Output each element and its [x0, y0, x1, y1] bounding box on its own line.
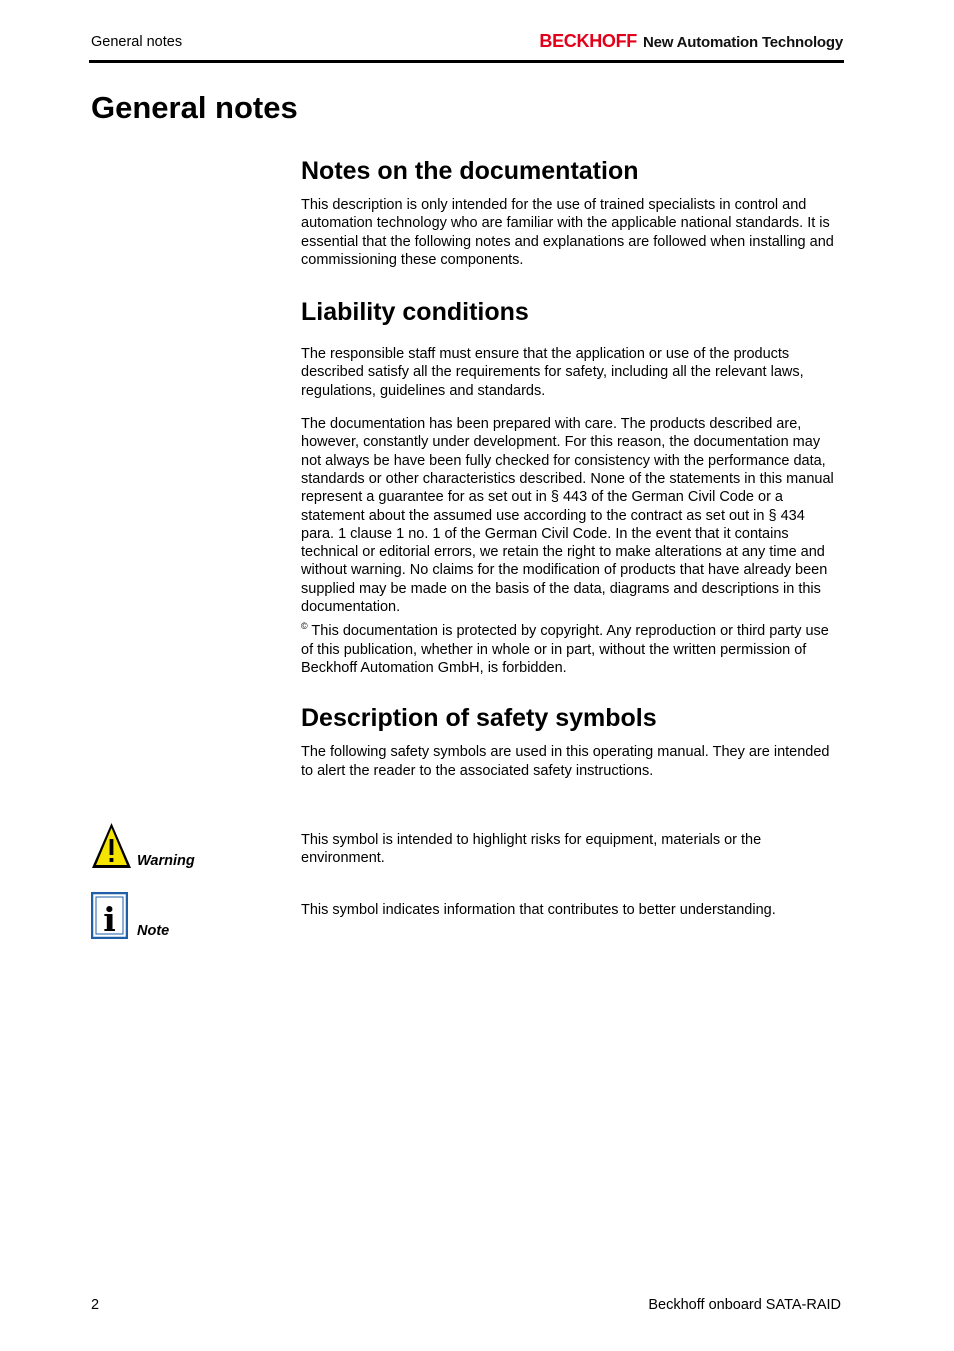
page-number: 2: [91, 1297, 100, 1313]
symbol-label-note: Note: [137, 923, 170, 939]
svg-text:i: i: [103, 900, 116, 939]
paragraph: This description is only intended for the use of trained specialists in control and automation technology who are familiar with the applicable national standards. It is essential that the following notes and explanations are followed when installing and commissioning these components.: [301, 197, 834, 268]
copyright-paragraph: [301, 622, 841, 677]
brand-logo-wordmark: BECKHOFF: [539, 31, 637, 51]
info-icon: [91, 892, 128, 944]
symbol-label-warning: Warning: [137, 853, 195, 869]
section-title-liability: Liability conditions: [301, 298, 529, 327]
paragraph: The documentation has been prepared with care. The products described are, however, constantly under development. For this reason, the documentation may not always be have been fully checked for consistency with the performance data, standards or other characteristics described. None of the statements in this manual represent a guarantee for as set out in § 443 of the German Civil Code or a statement about the assumed use according to the contract as set out in § 434 para. 1 clause 1 no. 1 of the German Civil Code. In the event that it contains technical or editorial errors, we retain the right to make alterations at any time and without warning. No claims for the modification of products that have already been supplied may be made on the basis of the data, diagrams and descriptions in this documentation.: [301, 416, 834, 616]
brand-logo: [539, 31, 843, 52]
running-header-section: General notes: [91, 34, 183, 50]
footer-doc-title: Beckhoff onboard SATA-RAID: [648, 1297, 841, 1313]
paragraph: The responsible staff must ensure that the application or use of the products described satisfy all the requirements for safety, including all the relevant laws, regulations, guidelines and standards.: [301, 346, 804, 399]
section-title-safety-symbols: Description of safety symbols: [301, 704, 657, 733]
symbol-description-warning: This symbol is intended to highlight risks for equipment, materials or the environment.: [301, 832, 762, 867]
warning-triangle-icon: [91, 822, 132, 874]
section-title-documentation: Notes on the documentation: [301, 157, 639, 185]
copyright-text: This documentation is protected by copyright. Any reproduction or third party use of this publication, whether in whole or in part, without the written permission of Beckhoff Automation GmbH, is forbidden.: [301, 623, 829, 676]
header-divider: [89, 60, 844, 63]
brand-tagline: New Automation Technology: [643, 34, 843, 51]
copyright-mark: ©: [301, 621, 308, 632]
page-title: General notes: [91, 90, 298, 125]
symbol-description-note: This symbol indicates information that contributes to better understanding.: [301, 902, 776, 918]
paragraph: The following safety symbols are used in this operating manual. They are intended to alert the reader to the associated safety instructions.: [301, 744, 830, 779]
main-content: [301, 155, 841, 780]
